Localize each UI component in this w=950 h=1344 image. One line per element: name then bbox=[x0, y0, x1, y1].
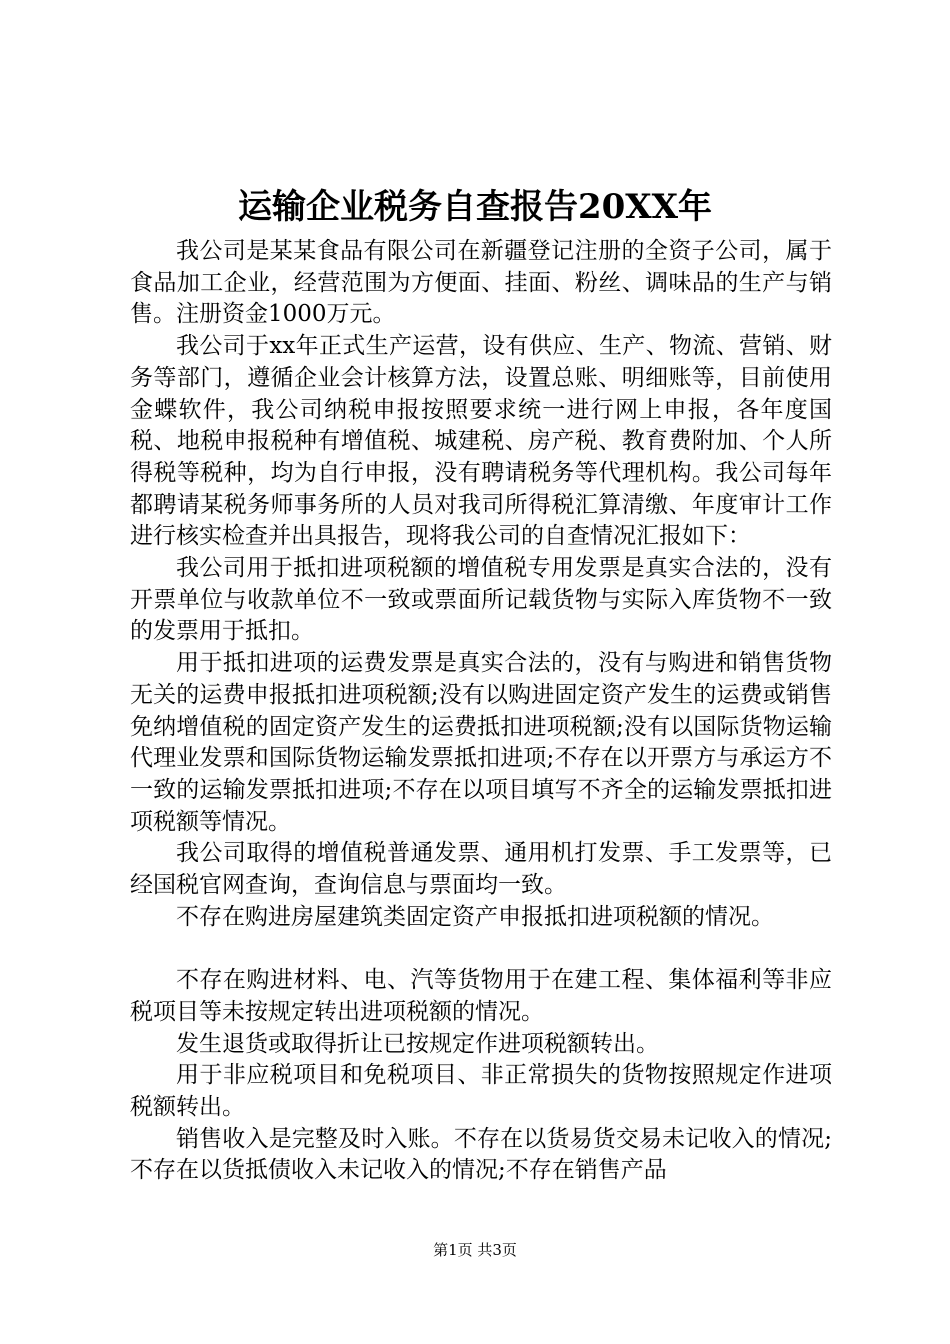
paragraph-returns: 发生退货或取得折让已按规定作进项税额转出。 bbox=[176, 1030, 659, 1057]
paragraph-vat-invoices: 我公司用于抵扣进项税额的增值税专用发票是真实合法的，没有开票单位与收款单位不一致或票面所记载货物与实际入库货物不一致的发票用于抵扣。 bbox=[130, 555, 832, 645]
paragraph-sales-revenue: 销售收入是完整及时入账。不存在以货易货交易未记收入的情况;不存在以货抵债收入未记收入的情况;不存在销售产品 bbox=[130, 1125, 832, 1184]
document-title: 运输企业税务自查报告20XX年 bbox=[237, 187, 713, 227]
paragraph-materials: 不存在购进材料、电、汽等货物用于在建工程、集体福利等非应税项目等未按规定转出进项税额的情况。 bbox=[130, 967, 832, 1025]
page-footer: 第1页 共3页 bbox=[433, 1241, 517, 1259]
document-body bbox=[130, 236, 832, 1187]
paragraph-company-intro: 我公司是某某食品有限公司在新疆登记注册的全资子公司，属于食品加工企业，经营范围为方便面、挂面、粉丝、调味品的生产与销售。注册资金1000万元。 bbox=[130, 238, 832, 328]
paragraph-fixed-assets: 不存在购进房屋建筑类固定资产申报抵扣进项税额的情况。 bbox=[176, 903, 774, 930]
paragraph-non-taxable: 用于非应税项目和免税项目、非正常损失的货物按照规定作进项税额转出。 bbox=[130, 1062, 832, 1120]
paragraph-general-invoices: 我公司取得的增值税普通发票、通用机打发票、手工发票等，已经国税官网查询，查询信息与票面均一致。 bbox=[130, 840, 832, 899]
paragraph-operations: 我公司于xx年正式生产运营，设有供应、生产、物流、营销、财务等部门，遵循企业会计核算方法，设置总账、明细账等，目前使用金蝶软件，我公司纳税申报按照要求统一进行网上申报，各年度国税、地税申报税种有增值税、城建税、房产税、教育费附加、个人所得税等税种，均为自行申报，没有聘请税务等代理机构。我公司每年都聘请某税务师事务所的人员对我司所得税汇算清缴、年度审计工作进行核实检查并出具报告，现将我公司的自查情况汇报如下： bbox=[130, 333, 832, 550]
paragraph-freight-invoices: 用于抵扣进项的运费发票是真实合法的，没有与购进和销售货物无关的运费申报抵扣进项税额;没有以购进固定资产发生的运费或销售免纳增值税的固定资产发生的运费抵扣进项税额;没有以国际货物运输代理业发票和国际货物运输发票抵扣进项;不存在以开票方与承运方不一致的运输发票抵扣进项;不存在以项目填写不齐全的运输发票抵扣进项税额等情况。 bbox=[130, 650, 832, 835]
